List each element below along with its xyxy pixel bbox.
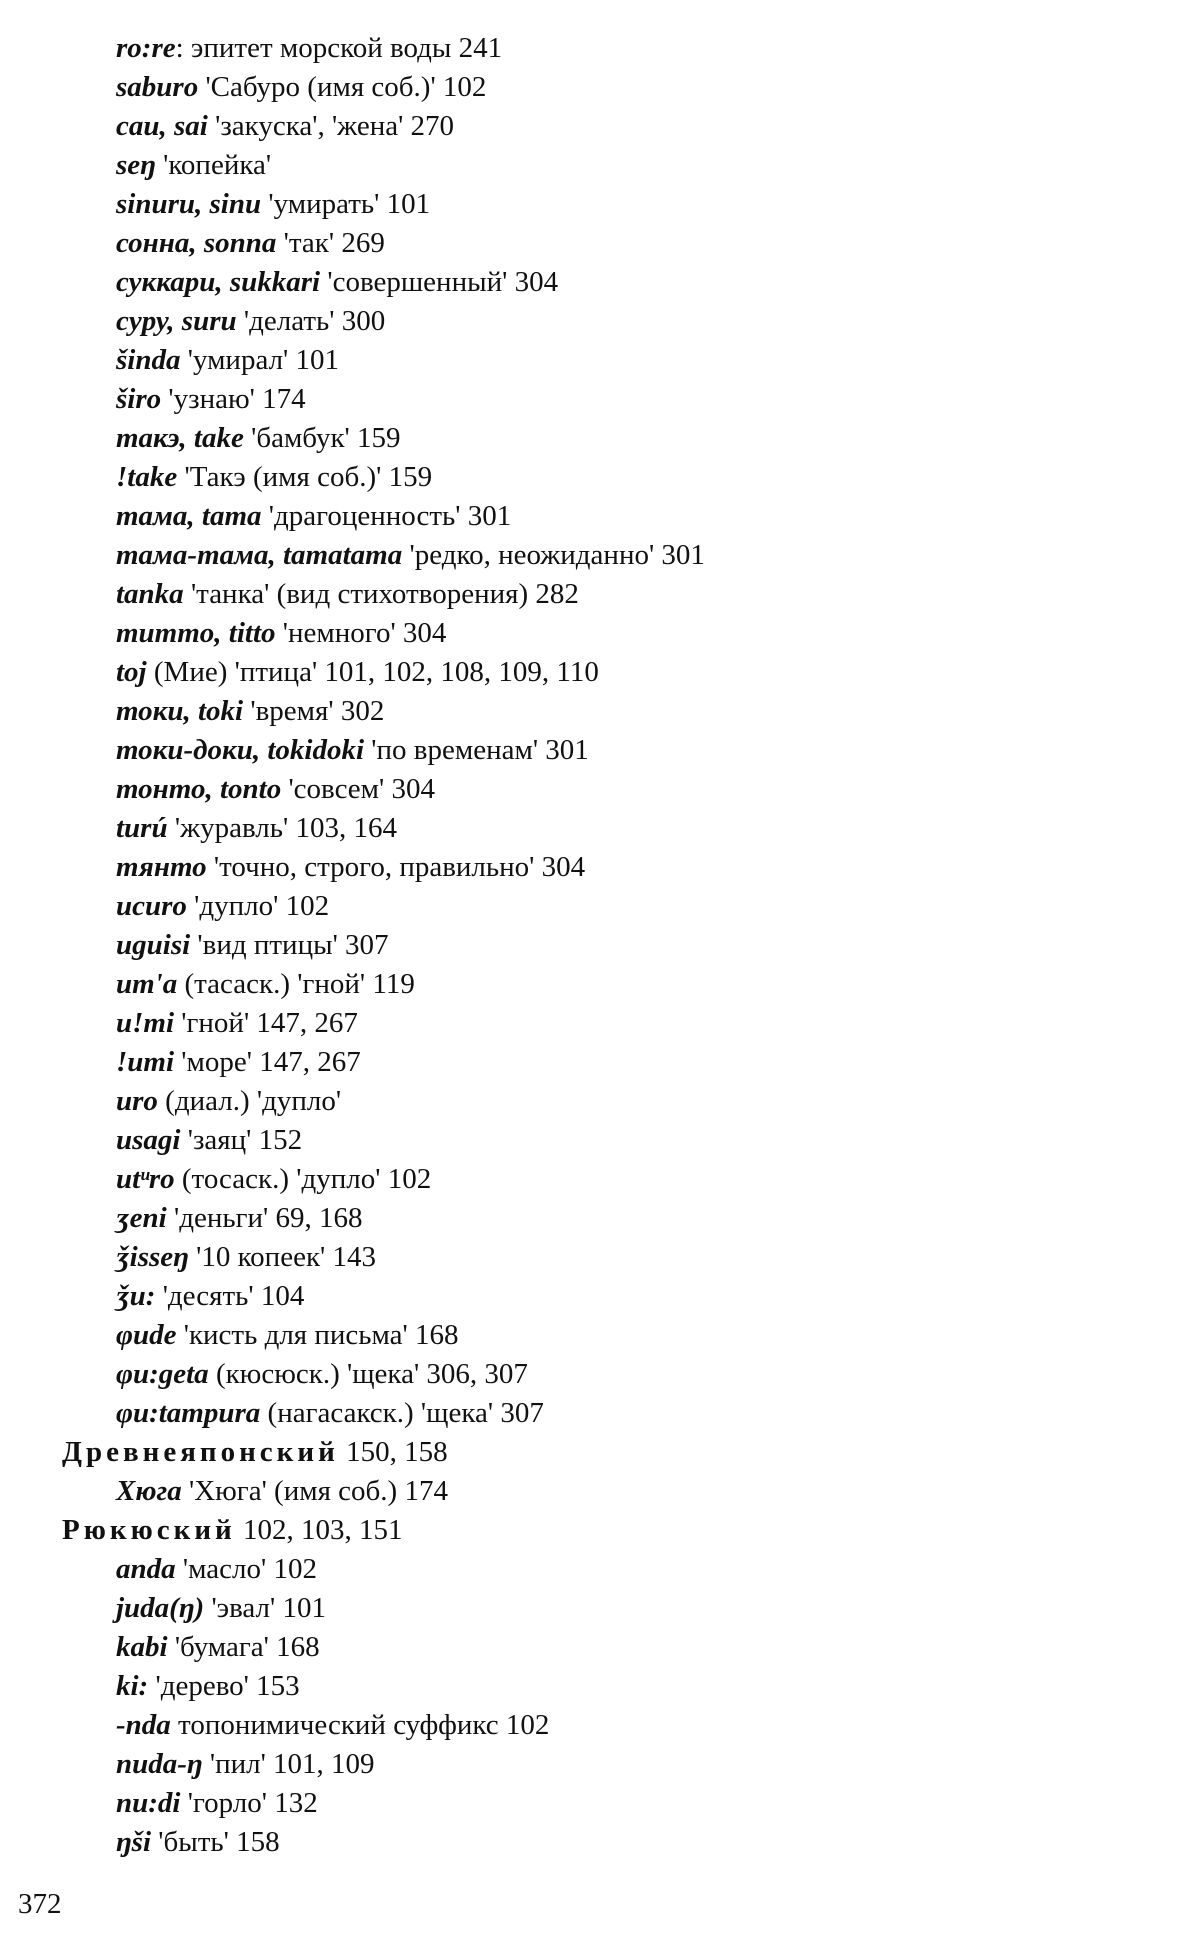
entry-term: ro:re (116, 32, 176, 64)
entry-gloss: 'узнаю' 174 (161, 383, 306, 415)
entry-gloss: 'так' 269 (276, 227, 385, 259)
index-entry (0, 1004, 1200, 1043)
index-entry (0, 1472, 1200, 1511)
entry-term: kabi (116, 1631, 168, 1663)
entry-gloss: 'гной' 147, 267 (174, 1007, 358, 1039)
entry-term: тянто (116, 851, 207, 883)
entry-gloss: (Мие) 'птица' 101, 102, 108, 109, 110 (146, 656, 599, 688)
entry-gloss: 'драгоценность' 301 (261, 500, 512, 532)
entry-term: tanka (116, 578, 184, 610)
entry-gloss: (нагасакск.) 'щека' 307 (260, 1397, 544, 1429)
index-entry (0, 809, 1200, 848)
entry-gloss: 150, 158 (338, 1436, 448, 1468)
entry-term: тама, tama (116, 500, 262, 532)
index-entry (0, 848, 1200, 887)
entry-term: uguisi (116, 929, 191, 961)
index-entry (0, 536, 1200, 575)
entry-term: sinuru, sinu (116, 188, 262, 220)
entry-gloss: 'деньги' 69, 168 (166, 1202, 363, 1234)
index-entry (0, 1628, 1200, 1667)
language-name: Древнеяпонский (62, 1436, 339, 1468)
entry-term: ucuro (116, 890, 187, 922)
entry-gloss: 'масло' 102 (175, 1553, 317, 1585)
index-entry (0, 1667, 1200, 1706)
index-entry (0, 1589, 1200, 1628)
entry-gloss: 'Такэ (имя соб.)' 159 (177, 461, 433, 493)
entry-gloss: 'пил' 101, 109 (202, 1748, 375, 1780)
entry-gloss: 'журавль' 103, 164 (167, 812, 397, 844)
entry-term: širo (116, 383, 162, 415)
entry-term: toj (116, 656, 147, 688)
entry-gloss: 'бумага' 168 (167, 1631, 320, 1663)
entry-gloss: топонимический суффикс 102 (170, 1709, 550, 1741)
entry-term: тама-тама, tamatama (116, 539, 403, 571)
entry-gloss: (тасаск.) 'гной' 119 (177, 968, 415, 1000)
entry-gloss: 'кисть для письма' 168 (176, 1319, 459, 1351)
index-entry (0, 1121, 1200, 1160)
index-entry (0, 1238, 1200, 1277)
entry-term: u!mi (116, 1007, 175, 1039)
index-entry (0, 614, 1200, 653)
language-name: Рюкюский (62, 1514, 236, 1546)
entry-term: cau, sai (116, 110, 208, 142)
index-entry (0, 770, 1200, 809)
index-entry (0, 1745, 1200, 1784)
entry-term: суккари, sukkari (116, 266, 321, 298)
index-entry (0, 1199, 1200, 1238)
entry-gloss: 'совсем' 304 (281, 773, 435, 805)
index-entry (0, 1082, 1200, 1121)
entry-term: um'a (116, 968, 178, 1000)
index-entry (0, 965, 1200, 1004)
entry-gloss: 'заяц' 152 (180, 1124, 303, 1156)
entry-gloss: 'танка' (вид стихотворения) 282 (183, 578, 579, 610)
index-entry (0, 263, 1200, 302)
entry-term: ki: (116, 1670, 149, 1702)
entry-term: тummo, titto (116, 617, 276, 649)
language-header (0, 1511, 1200, 1550)
entry-term: φude (116, 1319, 177, 1351)
entry-term: anda (116, 1553, 176, 1585)
index-entry (0, 887, 1200, 926)
index-entry (0, 497, 1200, 536)
entry-gloss: '10 копеек' 143 (188, 1241, 377, 1273)
page-number: 372 (18, 1888, 62, 1920)
entry-term: Хюга (116, 1475, 182, 1507)
entry-gloss: 'умирать' 101 (261, 188, 431, 220)
index-entry (0, 1784, 1200, 1823)
entry-gloss: 'бамбук' 159 (243, 422, 401, 454)
entry-term: !take (116, 461, 178, 493)
entry-gloss: 'закуска', 'жена' 270 (207, 110, 455, 142)
index-entry (0, 68, 1200, 107)
entry-term: φu:geta (116, 1358, 209, 1390)
entry-term: сyру, suru (116, 305, 237, 337)
language-header (0, 1433, 1200, 1472)
entry-term: ǯisseŋ (116, 1241, 189, 1273)
index-entry (0, 1550, 1200, 1589)
entry-term: ŋši (116, 1826, 152, 1858)
index-entry (0, 731, 1200, 770)
entry-gloss: 'умирал' 101 (180, 344, 340, 376)
entry-term: !umi (116, 1046, 175, 1078)
index-entry (0, 224, 1200, 263)
index-entry (0, 29, 1200, 68)
index-entry (0, 1706, 1200, 1745)
index-entry (0, 1316, 1200, 1355)
entry-gloss: 'копейка' (155, 149, 272, 181)
entry-gloss: 'совершенный' 304 (320, 266, 559, 298)
entry-term: токи, toki (116, 695, 244, 727)
entry-gloss: 'точно, строго, правильно' 304 (206, 851, 586, 883)
entry-term: utᵘro (116, 1163, 175, 1195)
index-entry (0, 1355, 1200, 1394)
entry-gloss: 'Хюга' (имя соб.) 174 (181, 1475, 448, 1507)
index-entry (0, 107, 1200, 146)
index-entry (0, 458, 1200, 497)
entry-gloss: 'вид птицы' 307 (190, 929, 389, 961)
index-entry (0, 1394, 1200, 1433)
entry-term: juda(ŋ) (116, 1592, 205, 1624)
entry-gloss: 'время' 302 (243, 695, 385, 727)
index-entry (0, 341, 1200, 380)
index-entry (0, 653, 1200, 692)
entry-gloss: 'дупло' 102 (186, 890, 330, 922)
entry-term: такэ, take (116, 422, 244, 454)
entry-gloss: 102, 103, 151 (235, 1514, 403, 1546)
entry-gloss: 'Сабуро (имя соб.)' 102 (198, 71, 487, 103)
index-entry (0, 380, 1200, 419)
entry-gloss: : эпитет морской воды 241 (175, 32, 503, 64)
entry-term: сонна, sonna (116, 227, 277, 259)
entry-gloss: 'немного' 304 (275, 617, 447, 649)
entry-gloss: (кюсюск.) 'щека' 306, 307 (208, 1358, 528, 1390)
entry-gloss: 'эвал' 101 (204, 1592, 326, 1624)
entry-term: turú (116, 812, 168, 844)
entry-gloss: 'море' 147, 267 (174, 1046, 361, 1078)
index-entry (0, 419, 1200, 458)
entry-gloss: 'по временам' 301 (364, 734, 589, 766)
index-entry (0, 1277, 1200, 1316)
entry-term: usagi (116, 1124, 181, 1156)
entry-gloss: (тосаск.) 'дупло' 102 (174, 1163, 432, 1195)
entry-term: тонто, tonto (116, 773, 282, 805)
entry-term: uro (116, 1085, 158, 1117)
index-entry (0, 1823, 1200, 1862)
index-entries (0, 29, 1200, 1862)
entry-gloss: 'быть' 158 (151, 1826, 280, 1858)
index-entry (0, 302, 1200, 341)
entry-term: nu:di (116, 1787, 181, 1819)
entry-term: seŋ (116, 149, 156, 181)
index-entry (0, 926, 1200, 965)
entry-gloss: 'дерево' 153 (148, 1670, 300, 1702)
entry-term: ʒeni (116, 1202, 167, 1234)
entry-term: nuda-ŋ (116, 1748, 203, 1780)
index-entry (0, 692, 1200, 731)
index-entry (0, 146, 1200, 185)
index-entry (0, 1160, 1200, 1199)
entry-term: saburo (116, 71, 199, 103)
index-entry (0, 1043, 1200, 1082)
entry-gloss: (диал.) 'дупло' (157, 1085, 342, 1117)
entry-gloss: 'редко, неожиданно' 301 (402, 539, 705, 571)
entry-term: -nda (116, 1709, 171, 1741)
index-entry (0, 185, 1200, 224)
entry-term: šinda (116, 344, 181, 376)
entry-gloss: 'горло' 132 (180, 1787, 318, 1819)
entry-term: ǯu: (116, 1280, 156, 1312)
entry-gloss: 'десять' 104 (155, 1280, 305, 1312)
entry-term: φu:tampura (116, 1397, 261, 1429)
entry-gloss: 'делать' 300 (236, 305, 386, 337)
entry-term: токи-доки, tokidoki (116, 734, 365, 766)
index-entry (0, 575, 1200, 614)
